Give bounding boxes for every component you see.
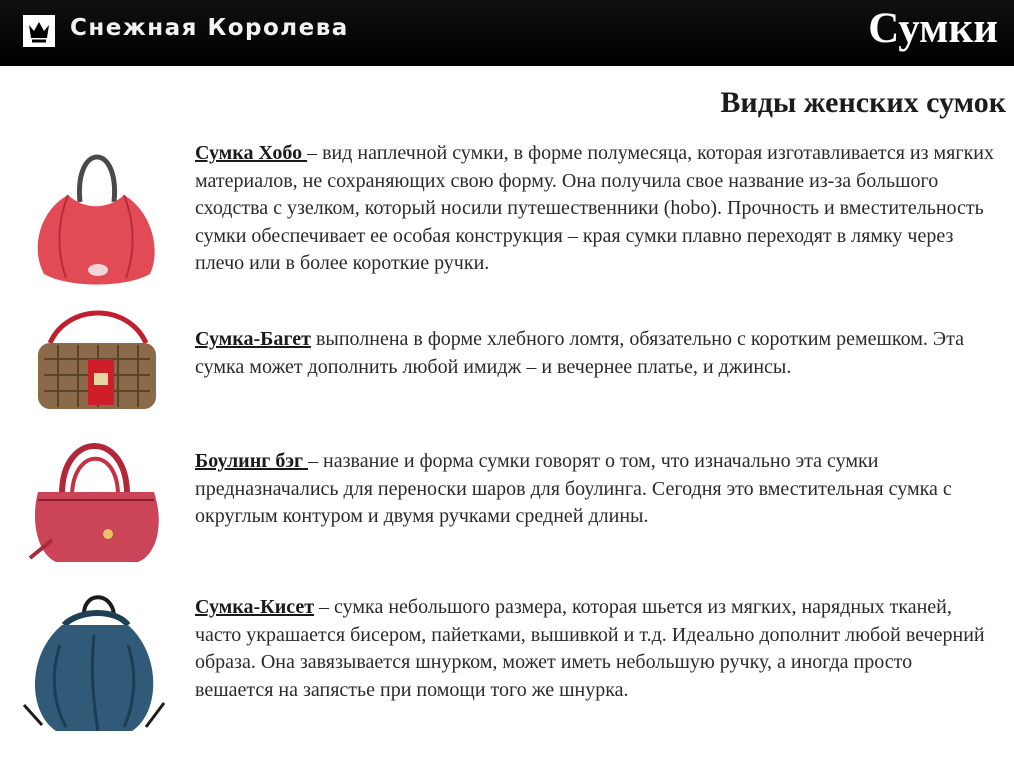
description-hobo <box>195 140 995 278</box>
hobo-bag-image <box>28 140 163 290</box>
bowling-bag-image <box>22 422 167 570</box>
description-pouch <box>195 594 995 704</box>
baguette-bag-image <box>28 303 163 418</box>
text-bowling: – название и форма сумки говорят о том, что изначально эта сумки предназначались для переноски шаров для боулинга. Сегодня это вместительная сумка с округлым контуром и двумя ручками средней длины. <box>195 450 952 527</box>
text-baguette: выполнена в форме хлебного ломтя, обязательно с коротким ремешком. Эта сумка может дополнить любой имидж – и вечернее платье, и джинсы. <box>195 328 964 378</box>
header-bar <box>0 0 1014 66</box>
section-title: Сумки <box>868 5 998 52</box>
term-baguette: Сумка-Багет <box>195 328 311 350</box>
description-baguette <box>195 326 995 381</box>
text-pouch: – сумка небольшого размера, которая шьется из мягких, нарядных тканей, часто украшается бисером, пайетками, вышивкой и т.д. Идеально дополнит любой вечерний образа. Она завязывается шнурком, может иметь небольшую ручку, а иногда просто вешается на запястье при помощи того же шнурка. <box>195 596 985 701</box>
brand-name: Снежная Королева <box>70 15 349 41</box>
page-title: Виды женских сумок <box>720 86 1006 119</box>
pouch-bag-image <box>20 585 168 740</box>
crown-logo-icon <box>22 14 56 48</box>
term-pouch: Сумка-Кисет <box>195 596 315 618</box>
text-hobo: – вид наплечной сумки, в форме полумесяца, которая изготавливается из мягких материалов, не сохраняющих свою форму. Она получила свое название из-за большого сходства с узелком, который носили путешественники (hobo). Прочность и вместительность сумки обеспечивает ее особая конструкция – края сумки плавно переходят в лямку через плечо или в более короткие ручки. <box>195 142 994 274</box>
term-hobo: Сумка Хобо <box>195 142 308 164</box>
description-bowling <box>195 448 995 531</box>
term-bowling: Боулинг бэг <box>195 450 309 472</box>
